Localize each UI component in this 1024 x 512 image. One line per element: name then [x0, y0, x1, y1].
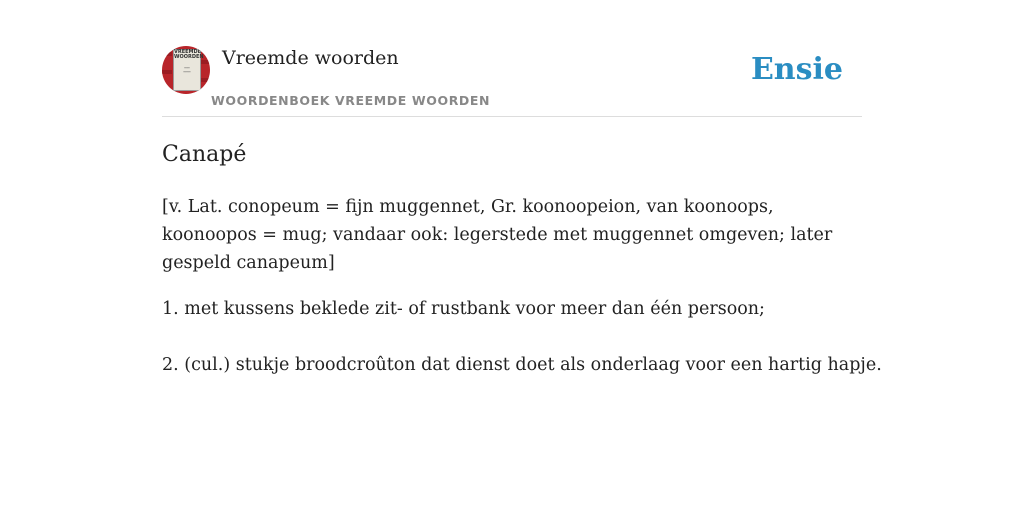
- ensie-logo[interactable]: Ensie: [750, 52, 843, 87]
- entry-etymology: [v. Lat. conopeum = fijn muggennet, Gr. koonoopeion, van koonoops, koonoopos = mug; vandaar ook: legerstede met muggennet omgeven; later gespeld canapeum]: [162, 197, 833, 273]
- avatar-brick: [162, 70, 172, 74]
- book-cover-title: VREEMDE WOORDEN: [174, 49, 204, 60]
- site-title[interactable]: Vreemde woorden: [222, 47, 399, 69]
- site-subtitle: WOORDENBOEK VREEMDE WOORDEN: [211, 93, 491, 108]
- definition-item: 1. met kussens beklede zit- of rustbank voor meer dan één persoon;: [162, 299, 765, 319]
- avatar[interactable]: [162, 46, 210, 94]
- avatar-brick: [200, 60, 210, 64]
- site-header: [162, 0, 862, 117]
- book-cover-lines: ━━━ ━━━━: [183, 66, 191, 74]
- definition-item: 2. (cul.) stukje broodcroûton dat dienst doet als onderlaag voor een hartig hapje.: [162, 355, 882, 375]
- page: [162, 0, 882, 512]
- book-cover-image: [173, 49, 204, 91]
- avatar-brick: [162, 52, 172, 56]
- entry-title: Canapé: [162, 142, 247, 167]
- avatar-brick: [200, 78, 210, 82]
